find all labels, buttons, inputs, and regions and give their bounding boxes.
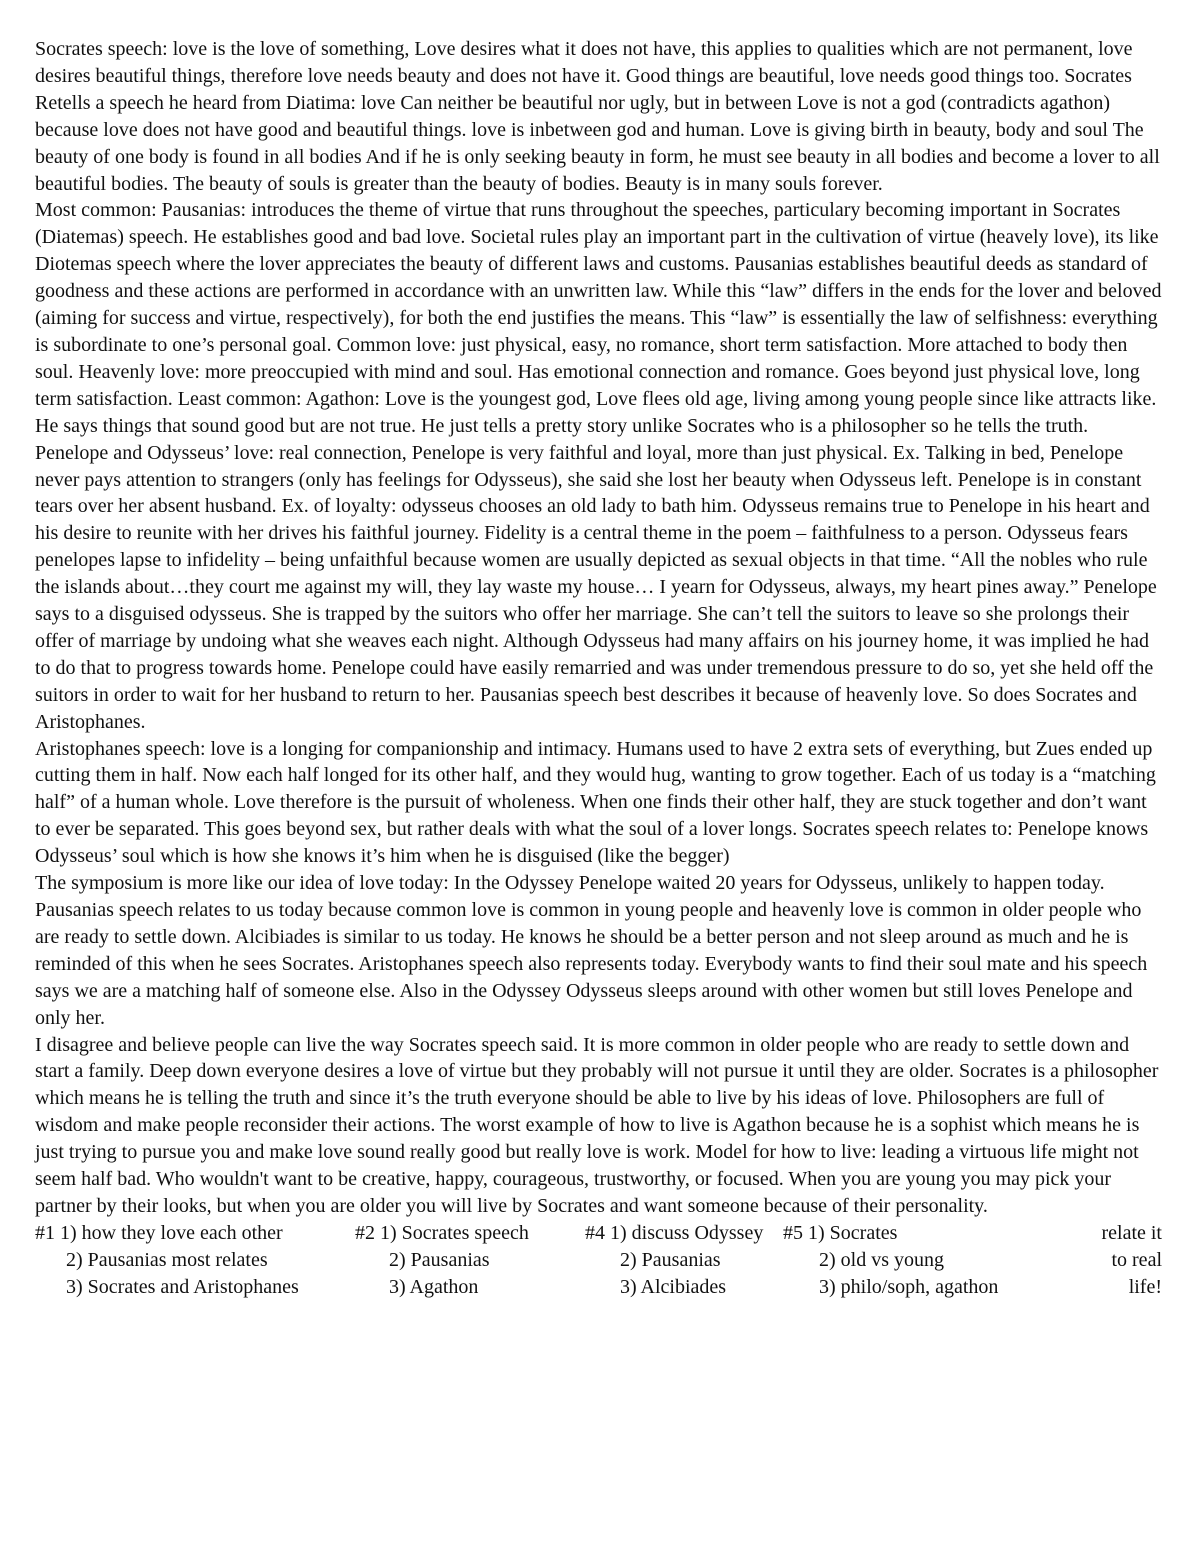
- paragraph-symposium-today: The symposium is more like our idea of love today: In the Odyssey Penelope waited 20 years for Odysseus, unlikely to happen today. Pausanias speech relates to us today because common love is common in young people and heavenly love is common in older people who are ready to settle down. Alcibiades is similar to us today. He knows he should be a better person and not sleep around as much and he is reminded of this when he sees Socrates. Aristophanes speech also represents today. Everybody wants to find their soul mate and his speech says we are a matching half of someone else. Also in the Odyssey Odysseus sleeps around with other women but still loves Penelope and only her.: [35, 872, 1148, 1029]
- outline-item: 3) philo/soph, agathon: [819, 1275, 999, 1298]
- outline-item: 3) Socrates and Aristophanes: [66, 1275, 299, 1298]
- outline-column-4: [783, 1220, 1058, 1301]
- outline-item: to real: [1111, 1248, 1162, 1271]
- outline-item: #1 1) how they love each other: [35, 1221, 283, 1244]
- outline-item: #5 1) Socrates: [783, 1221, 898, 1244]
- outline-item: relate it: [1101, 1221, 1162, 1244]
- outline-column-3: [585, 1220, 783, 1301]
- outline-item: 2) Pausanias: [389, 1248, 490, 1271]
- paragraph-socrates-speech: Socrates speech: love is the love of something, Love desires what it does not have, this applies to qualities which are not permanent, love desires beautiful things, therefore love needs beauty and does not have it. Good things are beautiful, love needs good things too. Socrates Retells a speech he heard from Diatima: love Can neither be beautiful nor ugly, but in between Love is not a god (contradicts agathon) because love does not have good and beautiful things. love is inbetween god and human. Love is giving birth in beauty, body and soul The beauty of one body is found in all bodies And if he is only seeking beauty in form, he must see beauty in all bodies and become a lover to all beautiful bodies. The beauty of souls is greater than the beauty of bodies. Beauty is in many souls forever.: [35, 38, 1160, 195]
- paragraph-penelope-odysseus: Penelope and Odysseus’ love: real connection, Penelope is very faithful and loyal, more than just physical. Ex. Talking in bed, Penelope never pays attention to strangers (only has feelings for Odysseus), she said she lost her beauty when Odysseus left. Penelope is in constant tears over her absent husband. Ex. of loyalty: odysseus chooses an old lady to bath him. Odysseus remains true to Penelope in his heart and his desire to reunite with her drives his faithful journey. Fidelity is a central theme in the poem – faithfulness to a person. Odysseus fears penelopes lapse to infidelity – being unfaithful because women are usually depicted as sexual objects in that time. “All the nobles who rule the islands about…they court me against my will, they lay waste my house… I yearn for Odysseus, always, my heart pines away.” Penelope says to a disguised odysseus. She is trapped by the suitors who offer her marriage. She can’t tell the suitors to leave so she prolongs their offer of marriage by undoing what she weaves each night. Although Odysseus had many affairs on his journey home, it was implied he had to do that to progress towards home. Penelope could have easily remarried and was under tremendous pressure to do so, yet she held off the suitors in order to wait for her husband to return to her. Pausanias speech best describes it because of heavenly love. So does Socrates and Aristophanes.: [35, 441, 1157, 733]
- outline-item: life!: [1128, 1275, 1162, 1298]
- outline-column-1: [35, 1220, 355, 1301]
- paragraph-aristophanes-speech: Aristophanes speech: love is a longing for companionship and intimacy. Humans used to have 2 extra sets of everything, but Zues ended up cutting them in half. Now each half longed for its other half, and they would hug, wanting to grow together. Each of us today is a “matching half” of a human whole. Love therefore is the pursuit of wholeness. When one finds their other half, they are stuck together and don’t want to ever be separated. This goes beyond sex, but rather deals with what the soul of a lover longs. Socrates speech relates to: Penelope knows Odysseus’ soul which is how she knows it’s him when he is disguised (like the begger): [35, 737, 1156, 868]
- outline-item: 2) Pausanias: [620, 1248, 721, 1271]
- outline-item: #4 1) discuss Odyssey: [585, 1221, 764, 1244]
- essay-outline: [35, 1220, 1162, 1301]
- outline-item: #2 1) Socrates speech: [355, 1221, 529, 1244]
- paragraph-pausanias-agathon: Most common: Pausanias: introduces the theme of virtue that runs throughout the speeches, particulary becoming important in Socrates (Diatemas) speech. He establishes good and bad love. Societal rules play an important part in the cultivation of virtue (heavely love), its like Diotemas speech where the lover appreciates the beauty of different laws and customs. Pausanias establishes beautiful deeds as standard of goodness and these actions are performed in accordance with an unwritten law. While this “law” differs in the ends for the lover and beloved (aiming for success and virtue, respectively), for both the end justifies the means. This “law” is essentially the law of selfishness: everything is subordinate to one’s personal goal. Common love: just physical, easy, no romance, short term satisfaction. More attached to body then soul. Heavenly love: more preoccupied with mind and soul. Has emotional connection and romance. Goes beyond just physical love, long term satisfaction. Least common: Agathon: Love is the youngest god, Love flees old age, living among young people since like attracts like. He says things that sound good but are not true. He just tells a pretty story unlike Socrates who is a philosopher so he tells the truth.: [35, 199, 1162, 437]
- paragraph-disagree: I disagree and believe people can live the way Socrates speech said. It is more common in older people who are ready to settle down and start a family. Deep down everyone desires a love of virtue but they probably will not pursue it until they are older. Socrates is a philosopher which means he is telling the truth and since it’s the truth everyone should be able to live by his ideas of love. Philosophers are full of wisdom and make people reconsider their actions. The worst example of how to live is Agathon because he is a sophist which means he is just trying to pursue you and make love sound really good but really love is work. Model for how to live: leading a virtuous life might not seem half bad. Who wouldn't want to be creative, happy, courageous, trustworthy, or focused. When you are young you may pick your partner by their looks, but when you are older you will live by Socrates and want someone because of their personality.: [35, 1033, 1159, 1217]
- outline-column-2: [355, 1220, 585, 1301]
- outline-item: 2) Pausanias most relates: [66, 1248, 268, 1271]
- outline-item: 2) old vs young: [819, 1248, 944, 1271]
- outline-column-5: [1058, 1220, 1162, 1301]
- outline-item: 3) Alcibiades: [620, 1275, 727, 1298]
- outline-item: 3) Agathon: [389, 1275, 479, 1298]
